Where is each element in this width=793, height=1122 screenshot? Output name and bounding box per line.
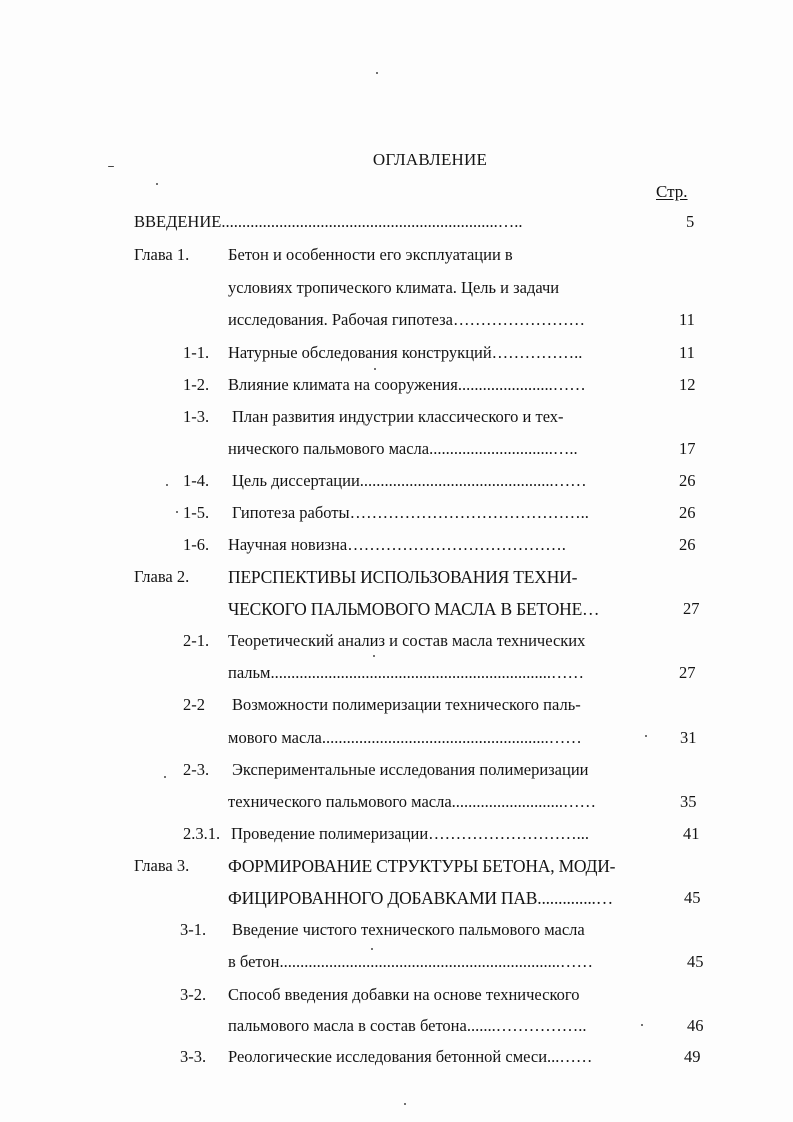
toc-entry-page: 45 xyxy=(684,888,701,907)
toc-entry-label: 2-2 xyxy=(183,695,205,714)
scan-speck xyxy=(374,368,376,370)
toc-entry-page: 12 xyxy=(679,375,696,394)
toc-entry-text: Проведение полимеризации………………………... xyxy=(231,824,590,843)
toc-entry-page: 45 xyxy=(687,952,704,971)
toc-entry-page: 5 xyxy=(686,212,695,231)
toc-entry-page: 26 xyxy=(679,535,696,554)
toc-entry-text: нического пальмового масла..............................….. xyxy=(228,439,578,458)
toc-entry-label: 1-1. xyxy=(183,343,210,362)
scan-speck xyxy=(371,948,373,950)
toc-entry-text: технического пальмового масла...........................…… xyxy=(228,792,597,811)
scan-speck xyxy=(166,484,168,486)
toc-entry-page: 26 xyxy=(679,503,696,522)
toc-entry-label: 1-3. xyxy=(183,407,210,426)
toc-entry-text: Натурные обследования конструкций…………….. xyxy=(228,343,583,362)
toc-entry-label: 1-6. xyxy=(183,535,210,554)
toc-entry-text: Влияние климата на сооружения.......................…… xyxy=(228,375,586,394)
scan-speck xyxy=(156,183,158,185)
scan-speck xyxy=(164,776,166,778)
scan-speck xyxy=(641,1024,643,1026)
scan-speck xyxy=(404,1103,406,1105)
toc-entry-page: 11 xyxy=(679,343,695,362)
toc-entry-label: Глава 3. xyxy=(134,856,190,875)
toc-entry-page: 41 xyxy=(683,824,700,843)
toc-entry-text: в бетон....................................................................…… xyxy=(228,952,593,971)
toc-entry-label: 3-3. xyxy=(180,1047,207,1066)
toc-entry-label: Глава 1. xyxy=(134,245,190,264)
toc-entry-text: Бетон и особенности его эксплуатации в xyxy=(228,245,513,264)
toc-entry-text: Научная новизна…………………………………. xyxy=(228,535,566,554)
toc-entry-label: 3-2. xyxy=(180,985,207,1004)
scan-speck xyxy=(376,72,378,74)
toc-entry-text: мового масла.......................................................…… xyxy=(228,728,582,747)
toc-entry-text: Гипотеза работы…………………………………….. xyxy=(232,503,589,522)
toc-entry-page: 27 xyxy=(679,663,696,682)
toc-entry-label: 2-1. xyxy=(183,631,210,650)
toc-entry-label: 1-2. xyxy=(183,375,210,394)
toc-entry-text: Экспериментальные исследования полимеризации xyxy=(232,760,589,779)
toc-entry-text: ВВЕДЕНИЕ...................................................................….. xyxy=(134,212,523,231)
toc-entry-label: Глава 2. xyxy=(134,567,190,586)
toc-entry-page: 49 xyxy=(684,1047,701,1066)
toc-entry-label: 1-4. xyxy=(183,471,210,490)
toc-entry-text: План развития индустрии классического и тех- xyxy=(232,407,564,426)
toc-entry-page: 31 xyxy=(680,728,697,747)
scan-speck xyxy=(373,655,375,657)
page-title: ОГЛАВЛЕНИЕ xyxy=(372,150,488,169)
toc-entry-label: 2-3. xyxy=(183,760,210,779)
toc-entry-text: ЧЕСКОГО ПАЛЬМОВОГО МАСЛА В БЕТОНЕ… xyxy=(228,599,600,619)
toc-entry-text: пальмового масла в состав бетона.......…………….. xyxy=(228,1016,587,1035)
toc-entry-page: 35 xyxy=(680,792,697,811)
page-column-label: Стр. xyxy=(656,182,688,201)
toc-entry-label: 3-1. xyxy=(180,920,207,939)
toc-entry-page: 17 xyxy=(679,439,696,458)
toc-entry-page: 46 xyxy=(687,1016,704,1035)
toc-entry-page: 26 xyxy=(679,471,696,490)
toc-entry-text: пальм....................................................................…… xyxy=(228,663,584,682)
toc-entry-text: Теоретический анализ и состав масла технических xyxy=(228,631,586,650)
toc-entry-label: 2.3.1. xyxy=(183,824,221,843)
toc-entry-text: Реологические исследования бетонной смеси...…… xyxy=(228,1047,593,1066)
toc-entry-text: Возможности полимеризации технического паль- xyxy=(232,695,581,714)
toc-entry-text: Введение чистого технического пальмового масла xyxy=(232,920,585,939)
toc-entry-text: Способ введения добавки на основе технического xyxy=(228,985,580,1004)
toc-entry-text: условиях тропического климата. Цель и задачи xyxy=(228,278,560,297)
toc-entry-text: ПЕРСПЕКТИВЫ ИСПОЛЬЗОВАНИЯ ТЕХНИ- xyxy=(228,567,578,587)
toc-entry-label: 1-5. xyxy=(183,503,210,522)
toc-entry-page: 27 xyxy=(683,599,700,618)
scan-speck xyxy=(645,735,647,737)
toc-entry-page: 11 xyxy=(679,310,695,329)
scan-speck xyxy=(108,166,114,167)
toc-entry-text: ФОРМИРОВАНИЕ СТРУКТУРЫ БЕТОНА, МОДИ- xyxy=(228,856,616,876)
scan-speck xyxy=(176,511,178,513)
toc-entry-text: ФИЦИРОВАННОГО ДОБАВКАМИ ПАВ..............… xyxy=(228,888,614,908)
toc-entry-text: Цель диссертации...............................................…… xyxy=(232,471,587,490)
toc-entry-text: исследования. Рабочая гипотеза…………………… xyxy=(228,310,585,329)
